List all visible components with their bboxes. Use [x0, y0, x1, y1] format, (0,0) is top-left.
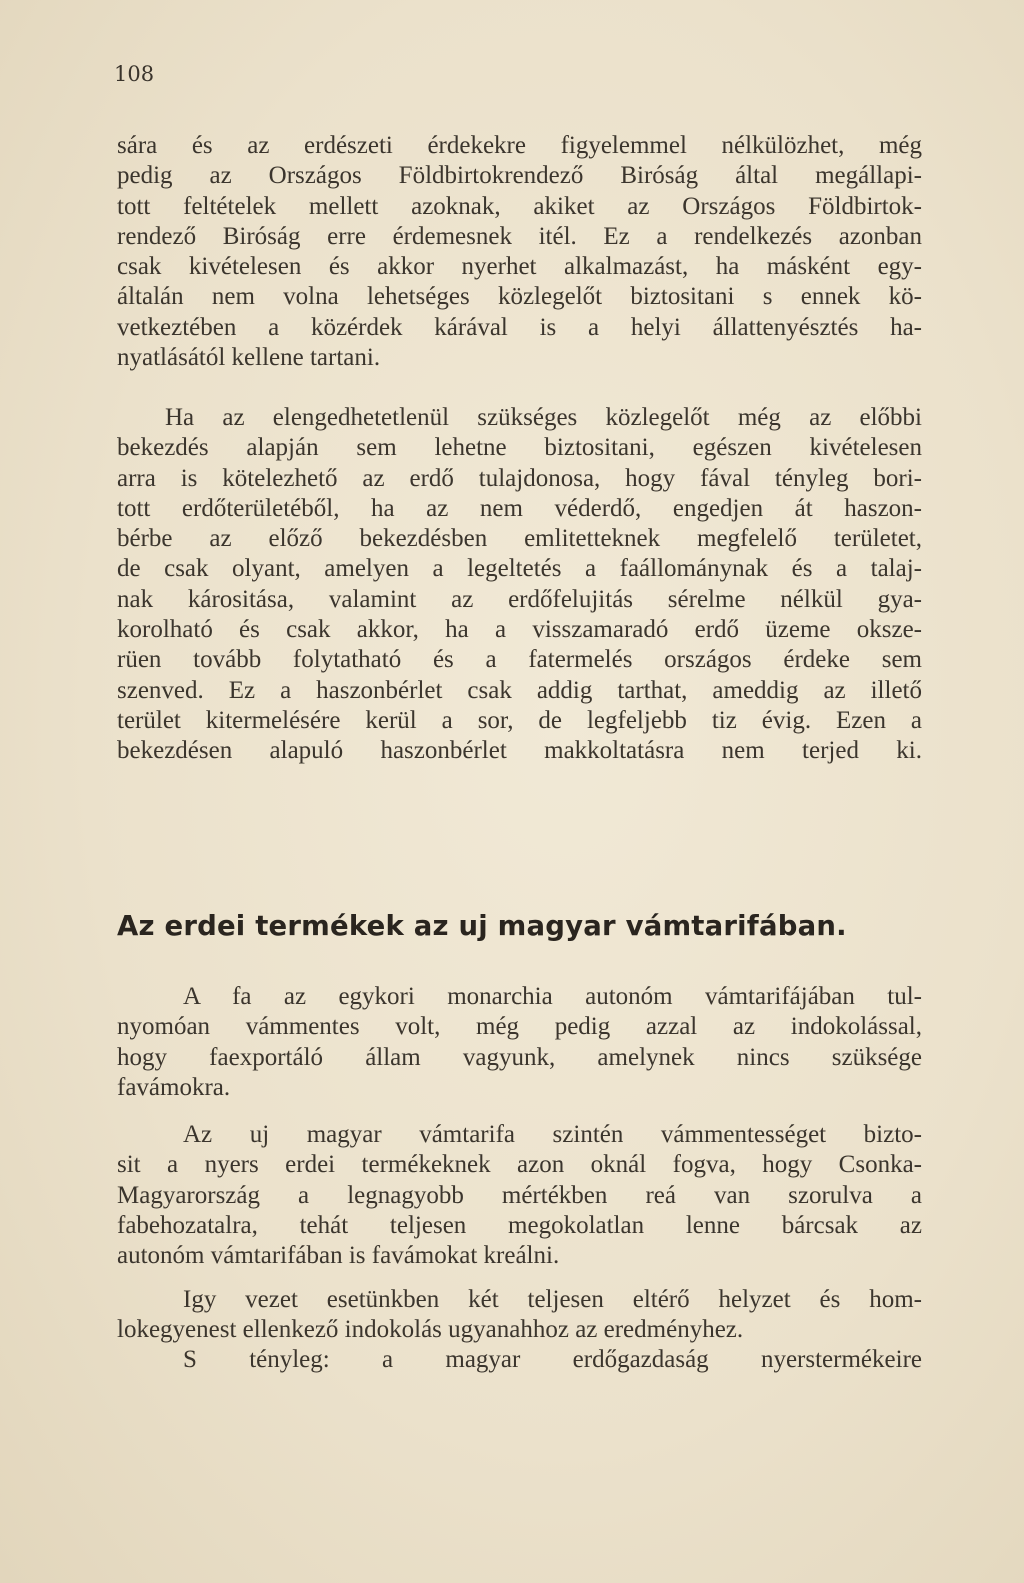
text-line: nyatlásától kellene tartani. — [117, 344, 381, 372]
text-line: rendező Biróság erre érdemesnek itél. Ez a rendelkezés azonban — [117, 222, 922, 250]
text-line: sára és az erdészeti érdekekre figyelemmel nélkülözhet, még — [117, 132, 922, 159]
text-line: terület kitermelésére kerül a sor, de legfeljebb tiz évig. Ezen a — [117, 706, 922, 734]
text-line: fabehozatalra, tehát teljesen megokolatlan lenne bárcsak az — [117, 1211, 922, 1239]
paragraph-1 — [117, 131, 922, 373]
paragraph-2 — [117, 403, 922, 767]
text-line: korolható és csak akkor, ha a visszamaradó erdő üzeme oksze- — [117, 616, 922, 644]
text-line: rüen tovább folytatható és a fatermelés országos érdeke sem — [117, 646, 922, 674]
text-line: Igy vezet esetünkben két teljesen eltérő helyzet és hom- — [183, 1286, 922, 1313]
text-line: tott feltételek mellett azoknak, akiket az Országos Földbirtok- — [117, 192, 922, 220]
text-line: bekezdésen alapuló haszonbérlet makkoltatásra nem terjed ki. — [117, 737, 922, 765]
text-line: Magyarország a legnagyobb mértékben reá van szorulva a — [117, 1181, 922, 1209]
text-line: nak kárositása, valamint az erdőfelujitás sérelme nélkül gya- — [117, 585, 922, 613]
text-line: nyomóan vámmentes volt, még pedig azzal az indokolással, — [117, 1013, 922, 1041]
paragraph-4 — [117, 1120, 922, 1271]
text-line: S tényleg: a magyar erdőgazdaság nyerstermékeire — [183, 1346, 922, 1373]
text-line: pedig az Országos Földbirtokrendező Biróság által megállapi- — [117, 162, 922, 190]
text-line: általán nem volna lehetséges közlegelőt biztositani s ennek kö- — [117, 283, 922, 311]
paragraph-5 — [117, 1285, 922, 1346]
text-line: autonóm vámtarifában is favámokat kreálni. — [117, 1242, 560, 1270]
text-line: bérbe az előző bekezdésben emlitetteknek megfelelő területet, — [117, 525, 922, 553]
text-line: arra is kötelezhető az erdő tulajdonosa, hogy fával tényleg bori- — [117, 464, 922, 492]
text-line: tott erdőterületéből, ha az nem véderdő, engedjen át haszon- — [117, 494, 922, 522]
text-line: de csak olyant, amelyen a legeltetés a faállománynak és a talaj- — [117, 555, 922, 583]
paragraph-3 — [117, 982, 922, 1103]
page-number: 108 — [114, 62, 155, 86]
text-line: Ha az elengedhetetlenül szükséges közlegelőt még az előbbi — [165, 404, 922, 431]
text-line: vetkeztében a közérdek kárával is a helyi állattenyésztés ha- — [117, 313, 922, 341]
paragraph-6 — [117, 1345, 922, 1375]
text-line: lokegyenest ellenkező indokolás ugyanahhoz az eredményhez. — [117, 1316, 744, 1344]
text-line: bekezdés alapján sem lehetne biztositani, egészen kivételesen — [117, 434, 922, 462]
text-line: szenved. Ez a haszonbérlet csak addig tarthat, ameddig az illető — [117, 676, 922, 704]
text-line: sit a nyers erdei termékeknek azon oknál fogva, hogy Csonka- — [117, 1151, 922, 1179]
text-line: hogy faexportáló állam vagyunk, amelynek nincs szüksége — [117, 1043, 922, 1071]
section-heading: Az erdei termékek az uj magyar vámtarifában. — [117, 910, 847, 942]
text-line: Az uj magyar vámtarifa szintén vámmentességet bizto- — [183, 1121, 922, 1148]
text-line: csak kivételesen és akkor nyerhet alkalmazást, ha másként egy- — [117, 253, 922, 281]
text-line: A fa az egykori monarchia autonóm vámtarifájában tul- — [183, 983, 922, 1010]
text-line: favámokra. — [117, 1073, 231, 1101]
